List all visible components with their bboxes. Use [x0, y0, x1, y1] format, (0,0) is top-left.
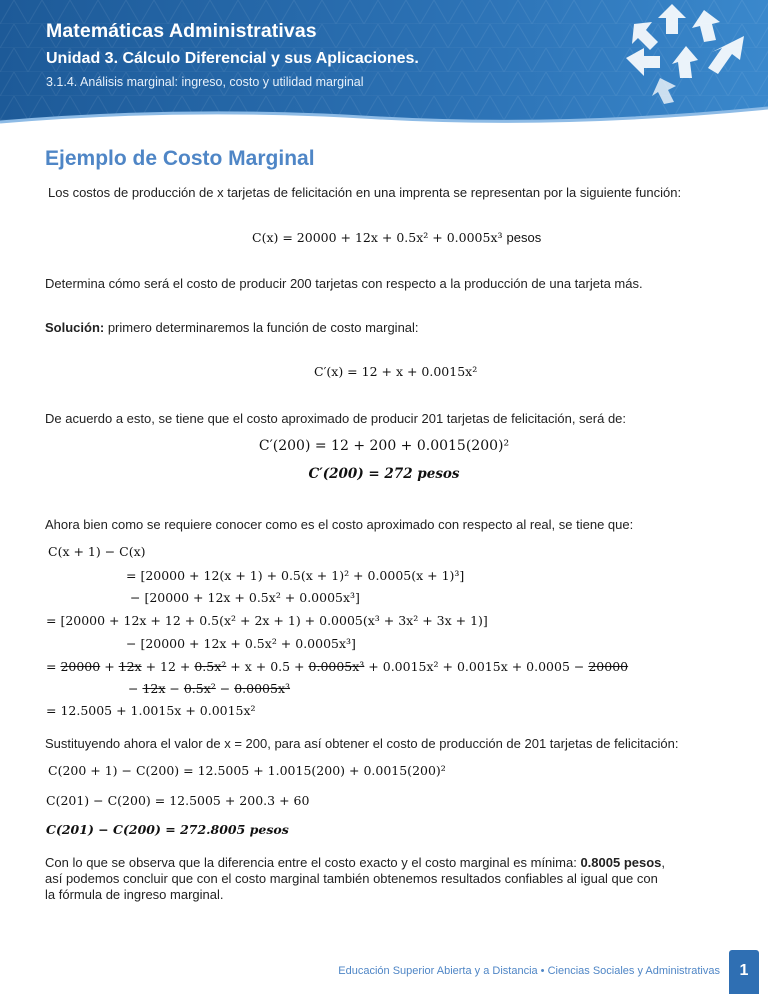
cancelled-term: 0.5x²: [194, 659, 227, 674]
section-subtitle: 3.1.4. Análisis marginal: ingreso, costo y utilidad marginal: [46, 75, 364, 89]
diff-line-6-text: + 0.0015x² + 0.0015x + 0.0005 −: [364, 659, 589, 674]
conclusion-line-1: [45, 855, 665, 870]
footer-text: Educación Superior Abierta y a Distancia • Ciencias Sociales y Administrativas: [338, 965, 720, 977]
marginal-result: C′(200) = 272 pesos: [308, 466, 460, 482]
example-heading: Ejemplo de Costo Marginal: [45, 147, 315, 170]
diff-line-6: [46, 659, 628, 674]
conclusion-line-2: así podemos concluir que con el costo marginal también obtenemos resultados confiables al igual que con: [45, 871, 658, 886]
diff-line-2: = [20000 + 12(x + 1) + 0.5(x + 1)² + 0.0005(x + 1)³]: [126, 568, 465, 583]
unit-title: Unidad 3. Cálculo Diferencial y sus Aplicaciones.: [46, 50, 419, 67]
diff-line-8: = 12.5005 + 1.0015x + 0.0015x²: [46, 703, 256, 718]
conclusion-text: Con lo que se observa que la diferencia entre el costo exacto y el costo marginal es mínima:: [45, 855, 581, 870]
cancelled-term: 20000: [588, 659, 629, 674]
cancelled-term: 0.0005x³: [234, 681, 291, 696]
diff-line-6-eq: =: [46, 659, 61, 674]
diff-line-6-text: +: [100, 659, 119, 674]
diff-line-5: − [20000 + 12x + 0.5x² + 0.0005x³]: [126, 636, 356, 651]
page-number: 1: [739, 962, 749, 979]
diff-line-7-text: −: [165, 681, 184, 696]
cost-function: [252, 230, 541, 245]
arrows-logo-icon: [616, 0, 756, 110]
sub-line-3: C(201) − C(200) = 272.8005 pesos: [46, 822, 289, 837]
diff-line-7-text: −: [215, 681, 235, 696]
sub-line-2: C(201) − C(200) = 12.5005 + 200.3 + 60: [46, 793, 310, 808]
task-paragraph: Determina cómo será el costo de producir 200 tarjetas con respecto a la producción de una tarjeta más.: [45, 276, 643, 291]
compare-paragraph: Ahora bien como se requiere conocer como es el costo aproximado con respecto al real, se tiene que:: [45, 517, 634, 532]
diff-line-7-text: −: [128, 681, 143, 696]
substitute-paragraph: Sustituyendo ahora el valor de x = 200, para así obtener el costo de producción de 201 tarjetas de felicitación:: [45, 736, 679, 751]
conclusion-comma: ,: [661, 855, 666, 870]
cost-function-formula: C(x) = 20000 + 12x + 0.5x² + 0.0005x³: [252, 230, 503, 245]
cancelled-term: 0.5x²: [183, 681, 216, 696]
approx-paragraph: De acuerdo a esto, se tiene que el costo aproximado de producir 201 tarjetas de felicitación, será de:: [45, 411, 627, 426]
sub-line-1: C(200 + 1) − C(200) = 12.5005 + 1.0015(200) + 0.0015(200)²: [48, 763, 446, 778]
conclusion-line-3: la fórmula de ingreso marginal.: [45, 887, 224, 902]
solution-paragraph: [45, 320, 419, 335]
diff-line-4: = [20000 + 12x + 12 + 0.5(x² + 2x + 1) + 0.0005(x³ + 3x² + 3x + 1)]: [46, 613, 488, 628]
marginal-eval: C′(200) = 12 + 200 + 0.0015(200)²: [258, 438, 510, 454]
diff-line-6-text: + x + 0.5 +: [226, 659, 309, 674]
diff-line-3: − [20000 + 12x + 0.5x² + 0.0005x³]: [130, 590, 360, 605]
intro-paragraph: Los costos de producción de x tarjetas de felicitación en una imprenta se representan por la siguiente función:: [48, 185, 682, 200]
document-title: Matemáticas Administrativas: [46, 20, 317, 42]
solution-label: Solución:: [45, 320, 105, 335]
conclusion-highlight: 0.8005 pesos: [580, 855, 662, 870]
cost-unit: pesos: [506, 230, 542, 245]
cancelled-term: 0.0005x³: [308, 659, 365, 674]
cancelled-term: 12x: [118, 659, 142, 674]
cancelled-term: 20000: [60, 659, 101, 674]
diff-line-6-text: + 12 +: [141, 659, 195, 674]
cancelled-term: 12x: [142, 681, 166, 696]
marginal-function: C′(x) = 12 + x + 0.0015x²: [314, 364, 478, 379]
diff-line-7: [128, 681, 290, 696]
solution-text: primero determinaremos la función de costo marginal:: [104, 320, 419, 335]
diff-line-1: C(x + 1) − C(x): [48, 544, 146, 559]
header-banner: [0, 0, 768, 132]
